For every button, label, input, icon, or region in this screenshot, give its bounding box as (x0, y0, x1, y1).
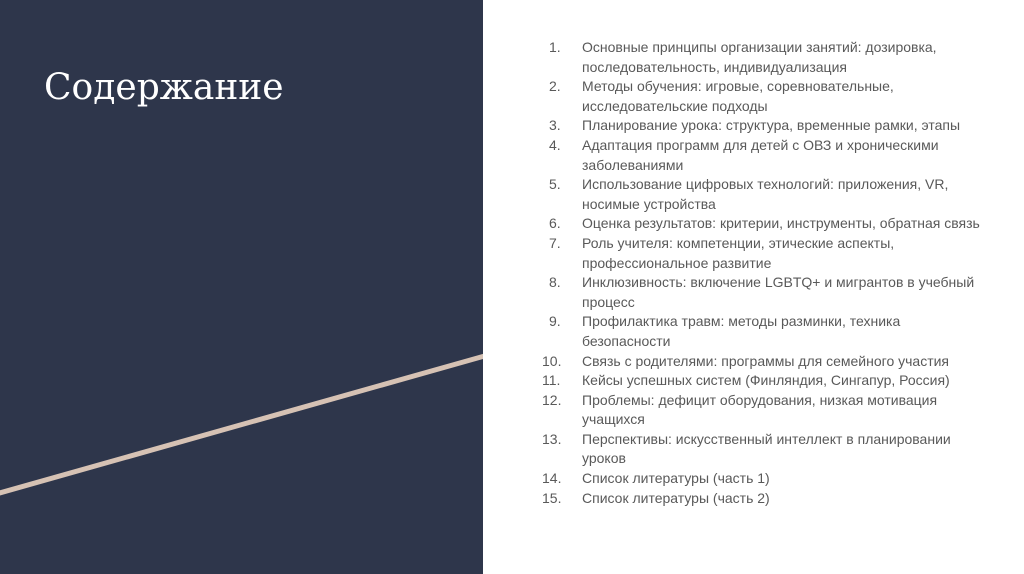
list-item-text: Список литературы (часть 1) (582, 470, 770, 487)
list-item (530, 234, 990, 273)
list-item (530, 391, 990, 430)
list-item-text: Основные принципы организации занятий: дозировка, последовательность, индивидуализация (582, 39, 937, 75)
list-item (530, 371, 990, 391)
slide-title: Содержание (44, 67, 284, 108)
list-item-number: 7. (549, 234, 561, 251)
list-item-number: 2. (549, 78, 561, 95)
list-item-number: 4. (549, 136, 561, 153)
list-item (530, 136, 990, 175)
list-item-number: 8. (549, 274, 561, 291)
list-item-text: Список литературы (часть 2) (582, 489, 770, 506)
list-item (530, 430, 990, 469)
list-item-text: Инклюзивность: включение LGBTQ+ и мигрантов в учебный процесс (582, 274, 975, 310)
list-item (530, 38, 990, 77)
list-item-text: Адаптация программ для детей с ОВЗ и хроническими заболеваниями (582, 136, 939, 173)
list-item-text: Роль учителя: компетенции, этические аспекты, профессиональное развитие (582, 234, 895, 271)
list-item-number: 1. (549, 39, 561, 55)
list-item-number: 6. (549, 215, 561, 232)
contents-list (530, 38, 990, 508)
list-item (530, 175, 990, 214)
list-item (530, 469, 990, 489)
list-item-text: Профилактика травм: методы разминки, техника безопасности (582, 313, 901, 349)
list-item-number: 3. (549, 117, 561, 134)
list-item-number: 5. (549, 176, 561, 193)
title-panel (0, 0, 483, 574)
list-item-number: 10. (542, 352, 562, 369)
list-item (530, 312, 990, 351)
list-item-number: 9. (549, 313, 561, 330)
list-item (530, 352, 990, 372)
list-item-number: 12. (542, 391, 562, 408)
list-item-text: Использование цифровых технологий: приложения, VR, носимые устройства (582, 176, 949, 212)
list-item-text: Методы обучения: игровые, соревновательные, исследовательские подходы (582, 78, 894, 114)
list-item-text: Связь с родителями: программы для семейного участия (582, 352, 950, 369)
list-item-text: Проблемы: дефицит оборудования, низкая мотивация учащихся (582, 391, 938, 428)
list-item-number: 15. (542, 489, 562, 506)
contents-area (530, 38, 990, 508)
list-item-text: Кейсы успешных систем (Финляндия, Сингапур, Россия) (582, 372, 950, 389)
list-item (530, 214, 990, 234)
list-item (530, 489, 990, 509)
list-item-text: Планирование урока: структура, временные рамки, этапы (582, 117, 960, 134)
list-item (530, 273, 990, 312)
list-item (530, 116, 990, 136)
list-item-number: 14. (542, 470, 562, 487)
list-item (530, 77, 990, 116)
list-item-number: 13. (542, 430, 562, 447)
list-item-text: Оценка результатов: критерии, инструменты, обратная связь (582, 215, 980, 232)
list-item-number: 11. (542, 372, 561, 389)
list-item-text: Перспективы: искусственный интеллект в планировании уроков (582, 430, 951, 467)
